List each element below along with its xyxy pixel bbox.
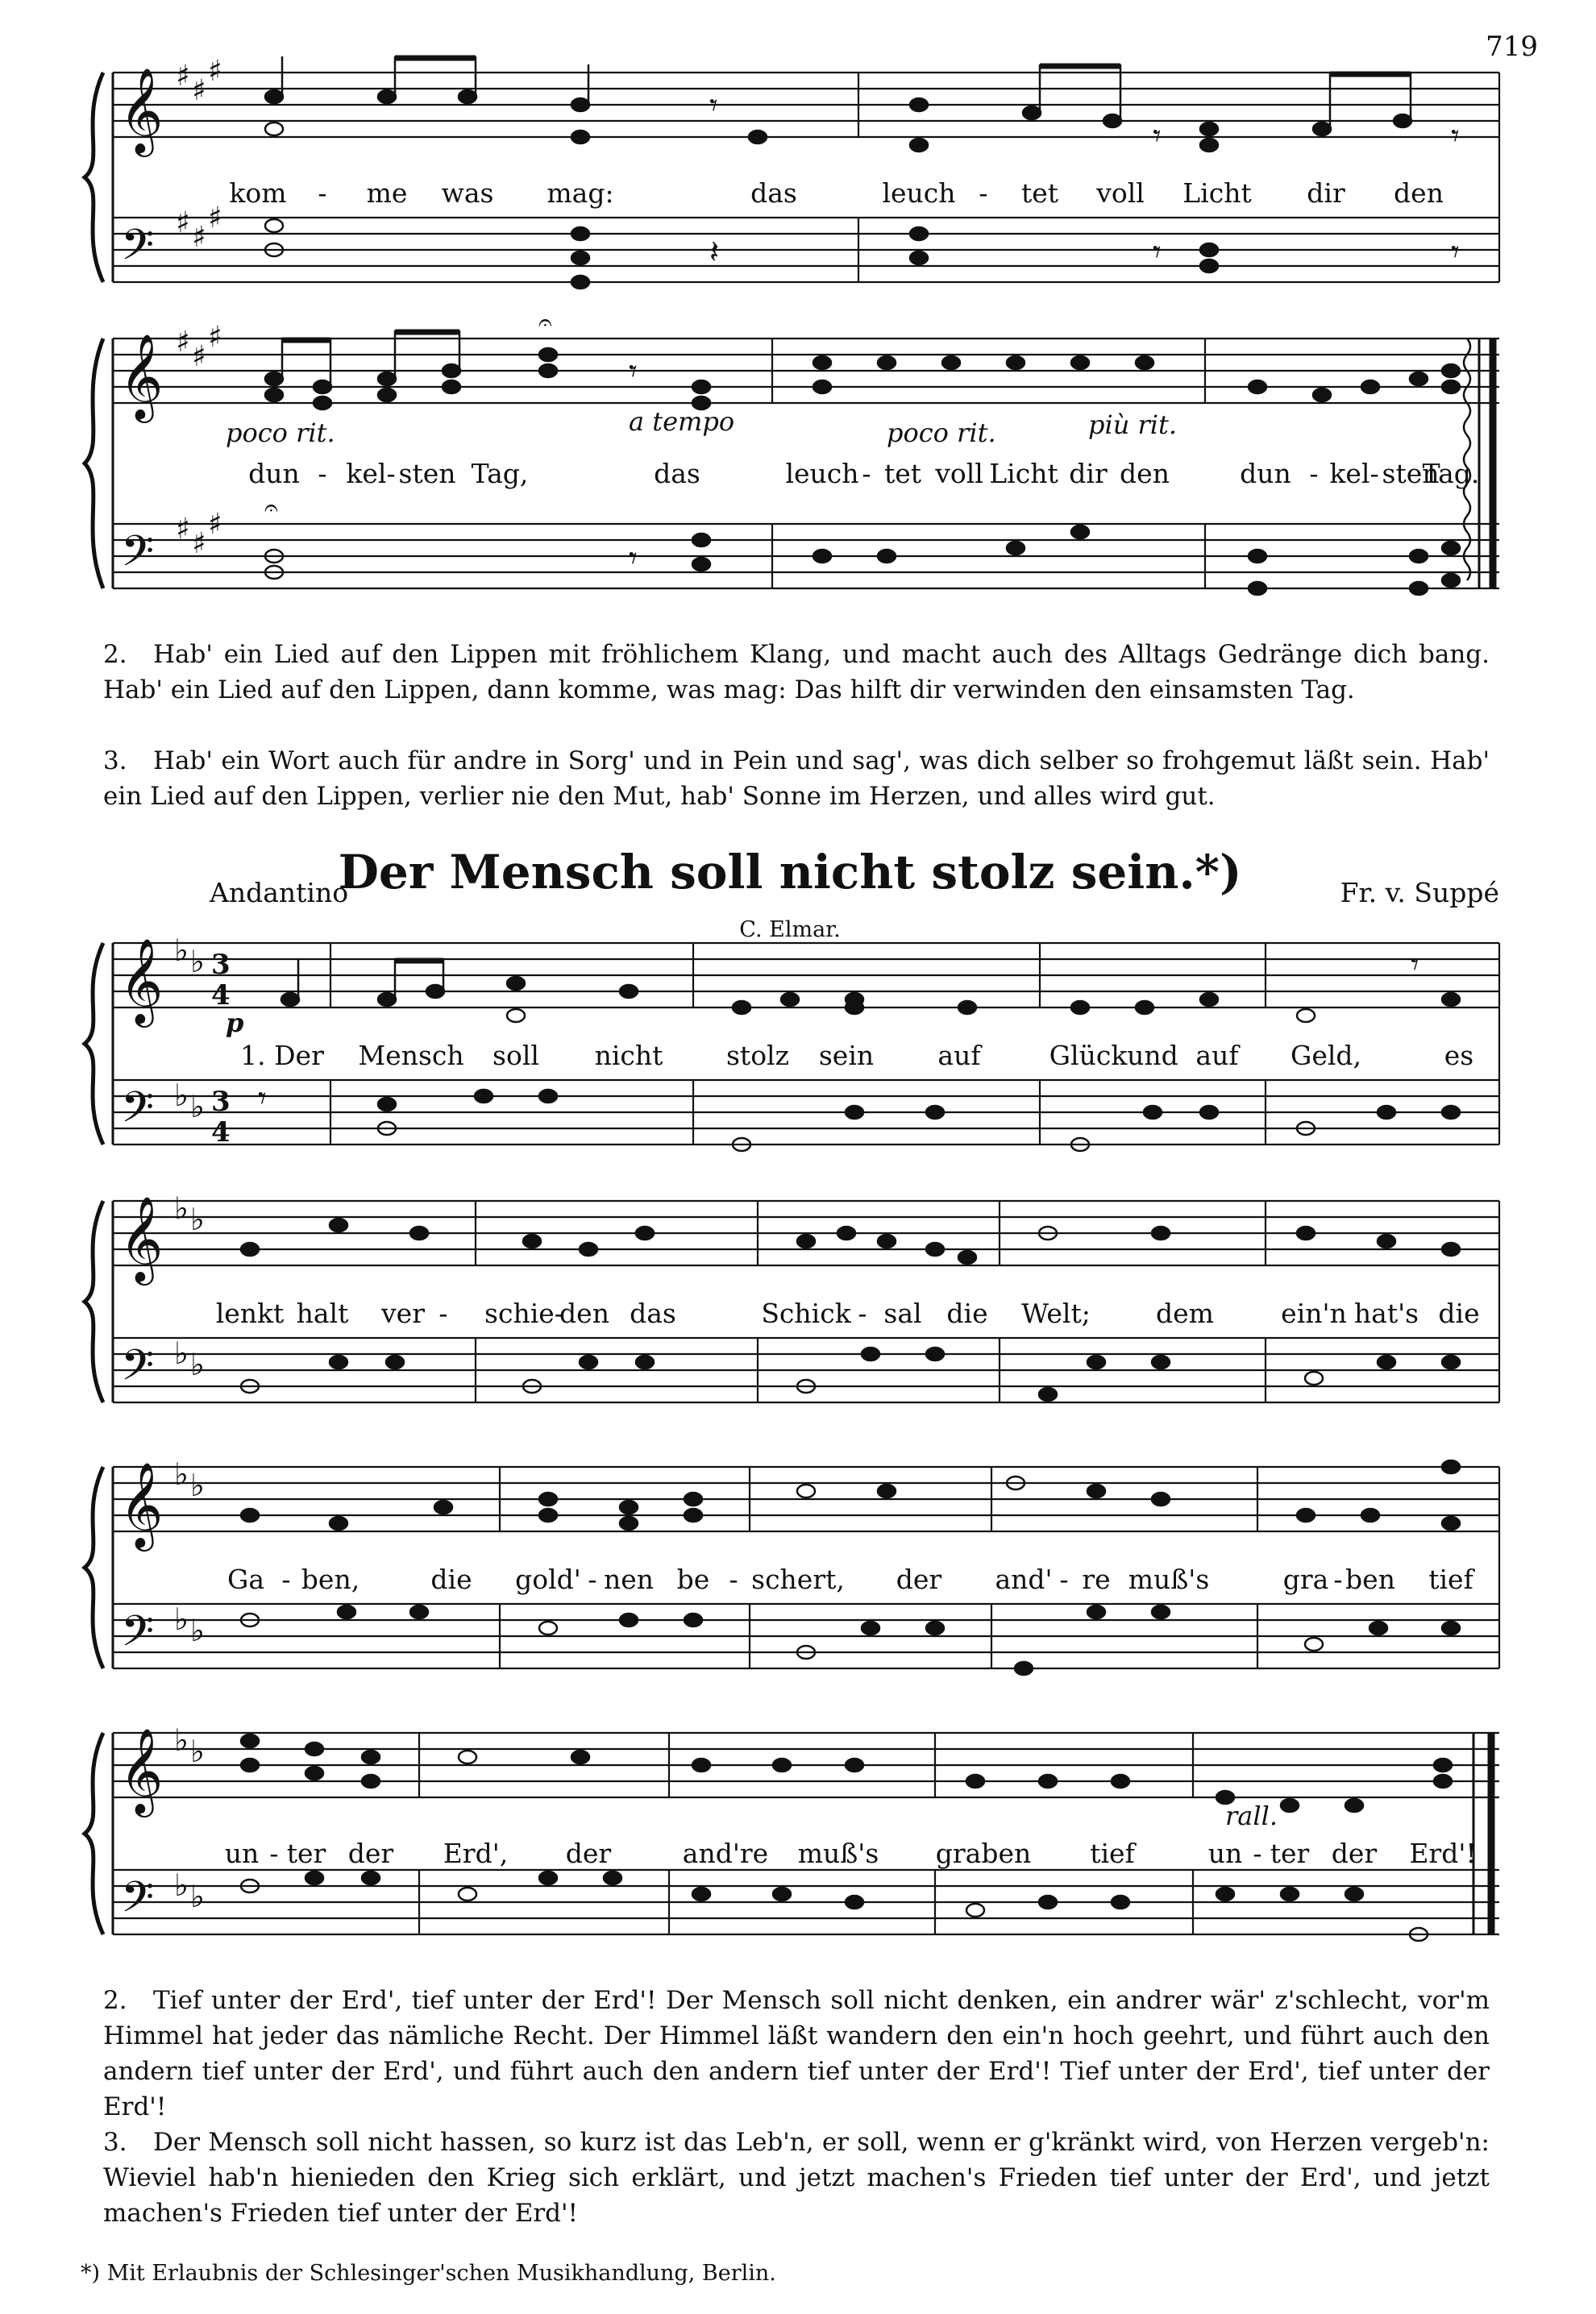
lyric-syllable: muß's [797, 1838, 879, 1869]
lyric-syllable: voll [935, 458, 983, 489]
svg-text:3: 3 [211, 1086, 231, 1118]
lyric-syllable: tet [1020, 177, 1059, 209]
lyric-syllable: gra [1282, 1564, 1329, 1595]
svg-text:♭: ♭ [174, 1867, 189, 1903]
verse-number: 3. [103, 746, 127, 775]
lyric-syllable: den [1394, 177, 1444, 209]
lyric-syllable: - [1309, 458, 1319, 489]
svg-text:♭: ♭ [190, 1613, 205, 1648]
lyric-syllable: sten [1382, 458, 1440, 489]
lyric-syllable: schie- [484, 1298, 563, 1329]
lyric-syllable: - [1253, 1838, 1262, 1869]
lyric-syllable: den [559, 1298, 609, 1329]
lyric-syllable: un [224, 1838, 260, 1869]
song2-verse-3 [103, 2125, 1490, 2231]
lyric-syllable: - [281, 1564, 291, 1595]
lyric-syllable: tief [1428, 1564, 1473, 1595]
svg-text:𝄞: 𝄞 [119, 67, 164, 153]
lyric-syllable: me [366, 177, 408, 209]
svg-text:𝄾: 𝄾 [1153, 118, 1162, 155]
footnote: *) Mit Erlaubnis der Schlesinger'schen Musikhandlung, Berlin. [81, 2261, 776, 2286]
lyric-syllable: Welt; [1021, 1298, 1091, 1329]
svg-text:𝄐: 𝄐 [538, 309, 552, 337]
lyric-syllable: - [438, 1298, 448, 1329]
svg-text:♯: ♯ [208, 321, 222, 354]
svg-text:♭: ♭ [190, 1734, 205, 1769]
lyric-syllable: der [347, 1838, 394, 1869]
song1-verse-2 [103, 637, 1490, 708]
lyric-syllable: soll [493, 1040, 539, 1071]
lyric-syllable: auf [1195, 1040, 1239, 1071]
svg-text:♯: ♯ [176, 513, 190, 546]
svg-text:𝄢: 𝄢 [121, 1873, 155, 1933]
lyric-syllable: es [1444, 1040, 1474, 1071]
lyric-syllable: - [979, 177, 988, 209]
lyric-syllable: - [318, 458, 327, 489]
lyric-syllable: dem [1156, 1298, 1214, 1329]
lyric-syllable: re [1082, 1564, 1111, 1595]
lyric-syllable: schert, [751, 1564, 845, 1595]
verse-number: 3. [103, 2128, 127, 2157]
verse-number: 2. [103, 640, 127, 669]
song1-system-2 [81, 309, 1499, 629]
song2-system-2 [81, 1185, 1499, 1427]
lyric-syllable: ben, [301, 1564, 360, 1595]
svg-text:♭: ♭ [174, 1602, 189, 1637]
lyric-syllable: stolz [725, 1040, 790, 1071]
svg-text:♯: ♯ [208, 508, 222, 541]
lyric-syllable: dir [1069, 458, 1108, 489]
lyric-syllable: dun [248, 458, 300, 489]
lyric-syllable: - [269, 1838, 279, 1869]
song1-system-1 [81, 56, 1499, 322]
song2-system-3 [81, 1451, 1499, 1693]
page-number: 719 [1486, 31, 1538, 63]
lyric-syllable: dun [1240, 458, 1291, 489]
lyric-syllable: ver [381, 1298, 425, 1329]
svg-text:𝄾: 𝄾 [1451, 234, 1460, 271]
lyric-syllable: auf [937, 1040, 981, 1071]
lyric-syllable: hat's [1353, 1298, 1419, 1329]
lyric-syllable: Glück [1049, 1040, 1128, 1071]
lyric-syllable: Schick [761, 1298, 851, 1329]
lyric-syllable: der [565, 1838, 612, 1869]
lyric-syllable: ben [1345, 1564, 1395, 1595]
lyric-syllable: Erd'! [1409, 1838, 1477, 1869]
composer: Fr. v. Suppé [1340, 877, 1499, 908]
svg-text:𝄾: 𝄾 [629, 353, 638, 390]
lyric-syllable: - [588, 1564, 597, 1595]
svg-text:𝄢: 𝄢 [121, 527, 155, 587]
lyric-syllable: halt [296, 1298, 349, 1329]
svg-text:♭: ♭ [190, 1202, 205, 1237]
svg-text:♯: ♯ [192, 527, 206, 560]
lyric-syllable: leuch [785, 458, 859, 489]
lyric-syllable: muß's [1128, 1564, 1210, 1595]
lyricist: C. Elmar. [739, 917, 841, 942]
svg-text:♯: ♯ [208, 55, 222, 88]
lyric-syllable: nicht [594, 1040, 663, 1071]
svg-text:♯: ♯ [208, 201, 222, 235]
lyric-syllable: Mensch [358, 1040, 464, 1071]
lyric-syllable: sal [883, 1298, 922, 1329]
lyric-syllable: 1. Der [240, 1040, 324, 1071]
lyric-syllable: Licht [1182, 177, 1252, 209]
svg-text:♯: ♯ [192, 221, 206, 254]
lyric-syllable: die [430, 1564, 472, 1595]
lyric-syllable: and' [995, 1564, 1053, 1595]
svg-text:𝄾: 𝄾 [709, 87, 718, 124]
lyric-syllable: das [630, 1298, 676, 1329]
svg-text:♭: ♭ [190, 1347, 205, 1382]
tempo-direction: più rit. [1088, 409, 1178, 440]
lyric-syllable: leuch [882, 177, 956, 209]
svg-text:𝄽: 𝄽 [709, 234, 720, 271]
tempo-direction: poco rit. [887, 418, 996, 448]
svg-text:𝄢: 𝄢 [121, 221, 155, 280]
svg-text:𝄾: 𝄾 [1153, 234, 1162, 271]
verse-number: 2. [103, 1986, 127, 2015]
lyric-syllable: was [441, 177, 494, 209]
svg-text:𝄾: 𝄾 [258, 1080, 267, 1117]
svg-text:♭: ♭ [174, 1190, 189, 1226]
svg-text:𝄞: 𝄞 [119, 333, 164, 419]
song-title: Der Mensch soll nicht stolz sein.*) [338, 845, 1242, 899]
lyric-syllable: die [1438, 1298, 1480, 1329]
svg-text:𝄾: 𝄾 [629, 540, 638, 577]
lyric-syllable: kel- [1329, 458, 1379, 489]
lyric-syllable: tief [1090, 1838, 1135, 1869]
lyric-syllable: Tag, [471, 458, 529, 489]
svg-text:𝄢: 𝄢 [121, 1341, 155, 1401]
lyric-syllable: sein [818, 1040, 875, 1071]
svg-text:3: 3 [211, 949, 231, 981]
svg-text:♯: ♯ [176, 206, 190, 239]
song2-system-4 [81, 1717, 1499, 1959]
lyric-syllable: - [318, 177, 327, 209]
svg-text:♯: ♯ [176, 326, 190, 359]
svg-text:𝄾: 𝄾 [1451, 118, 1460, 155]
verse-text: Tief unter der Erd', tief unter der Erd'! Der Mensch soll nicht denken, ein andrer wär' z'schlecht, vor'm Himmel hat jeder das nämliche Recht. Der Himmel läßt wandern den ein'n hoch geehrt, und führt auch den andern tief unter der Erd', und führt auch den andern tief unter der Erd'! Tief unter der Erd', tief unter der Erd'! [103, 1986, 1490, 2121]
svg-text:♭: ♭ [190, 1089, 205, 1124]
song1-verse-3 [103, 743, 1490, 814]
svg-text:♭: ♭ [174, 1336, 189, 1371]
svg-text:♯: ♯ [192, 74, 206, 107]
verse-text: Hab' ein Wort auch für andre in Sorg' und in Pein und sag', was dich selber so frohgemut läßt sein. Hab' ein Lied auf den Lippen, verlier nie den Mut, hab' Sonne im Herzen, und alles wird gut. [103, 746, 1490, 811]
lyric-syllable: un [1207, 1838, 1243, 1869]
lyric-syllable: das [654, 458, 700, 489]
lyric-syllable: der [1331, 1838, 1378, 1869]
lyric-syllable: dir [1307, 177, 1345, 209]
lyric-syllable: mag: [547, 177, 614, 209]
lyric-syllable: kel- [346, 458, 396, 489]
svg-text:♯: ♯ [176, 60, 190, 93]
svg-text:♭: ♭ [174, 1078, 189, 1113]
svg-text:𝄾: 𝄾 [1411, 946, 1419, 983]
lyric-syllable: - [1333, 1564, 1343, 1595]
svg-text:𝄢: 𝄢 [121, 1607, 155, 1667]
tempo-direction: a tempo [629, 406, 735, 437]
verse-text: Der Mensch soll nicht hassen, so kurz ist das Leb'n, er soll, wenn er g'kränkt wird, von Herzen vergeb'n: Wieviel hab'n hienieden den Krieg sich erklärt, und jetzt machen's Frieden tief unter der Erd', und jetzt machen's Frieden tief unter der Erd'! [103, 2128, 1490, 2228]
lyric-syllable: - [858, 1298, 867, 1329]
lyric-syllable: und [1127, 1040, 1178, 1071]
lyric-syllable: - [729, 1564, 738, 1595]
lyric-syllable: ter [286, 1838, 326, 1869]
lyric-syllable: Tag. [1422, 458, 1480, 489]
lyric-syllable: ein'n [1281, 1298, 1347, 1329]
tempo-direction: poco rit. [226, 418, 335, 448]
lyric-syllable: nen [603, 1564, 655, 1595]
dynamic-marking: p [226, 1007, 244, 1038]
svg-text:𝄞: 𝄞 [119, 1461, 164, 1548]
svg-text:𝄞: 𝄞 [119, 1195, 164, 1282]
svg-text:4: 4 [211, 979, 231, 1012]
svg-text:𝄢: 𝄢 [121, 1083, 155, 1143]
lyric-syllable: tet [883, 458, 922, 489]
svg-text:♭: ♭ [174, 1456, 189, 1492]
lyric-syllable: ter [1270, 1838, 1310, 1869]
svg-text:♭: ♭ [190, 1879, 205, 1914]
lyric-syllable: lenkt [215, 1298, 285, 1329]
svg-text:♭: ♭ [174, 933, 189, 968]
svg-text:♯: ♯ [192, 340, 206, 373]
brace-icon [85, 1733, 103, 1934]
lyric-syllable: Geld, [1290, 1040, 1362, 1071]
lyric-syllable: Ga [227, 1564, 265, 1595]
lyric-syllable: - [1059, 1564, 1069, 1595]
lyric-syllable: Erd', [443, 1838, 509, 1869]
lyric-syllable: gold' [515, 1564, 581, 1595]
lyric-syllable: das [750, 177, 797, 209]
lyric-syllable: Licht [989, 458, 1058, 489]
lyric-syllable: sten [398, 458, 456, 489]
lyric-syllable: der [896, 1564, 942, 1595]
svg-text:♭: ♭ [190, 1468, 205, 1503]
lyric-syllable: and're [682, 1838, 769, 1869]
tempo-marking: Andantino [210, 877, 349, 908]
tempo-direction: rall. [1225, 1801, 1278, 1831]
lyric-syllable: die [946, 1298, 988, 1329]
svg-text:♭: ♭ [190, 944, 205, 979]
lyric-syllable: - [862, 458, 871, 489]
lyric-syllable: den [1120, 458, 1170, 489]
lyric-syllable: graben [935, 1838, 1032, 1869]
lyric-syllable: be [676, 1564, 710, 1595]
svg-text:𝄞: 𝄞 [119, 937, 164, 1024]
svg-text:4: 4 [211, 1116, 231, 1149]
svg-text:𝄐: 𝄐 [264, 494, 278, 522]
svg-text:𝄞: 𝄞 [119, 1727, 164, 1813]
lyric-syllable: kom [229, 177, 287, 209]
lyric-syllable: voll [1096, 177, 1145, 209]
song2-header [81, 845, 1499, 942]
svg-text:♭: ♭ [174, 1722, 189, 1758]
song2-verse-2 [103, 1983, 1490, 2125]
verse-text: Hab' ein Lied auf den Lippen mit fröhlichem Klang, und macht auch des Alltags Gedränge dich bang. Hab' ein Lied auf den Lippen, dann komme, was mag: Das hilft dir verwinden den einsamsten Tag. [103, 640, 1490, 704]
song2-system-1 [81, 927, 1499, 1169]
